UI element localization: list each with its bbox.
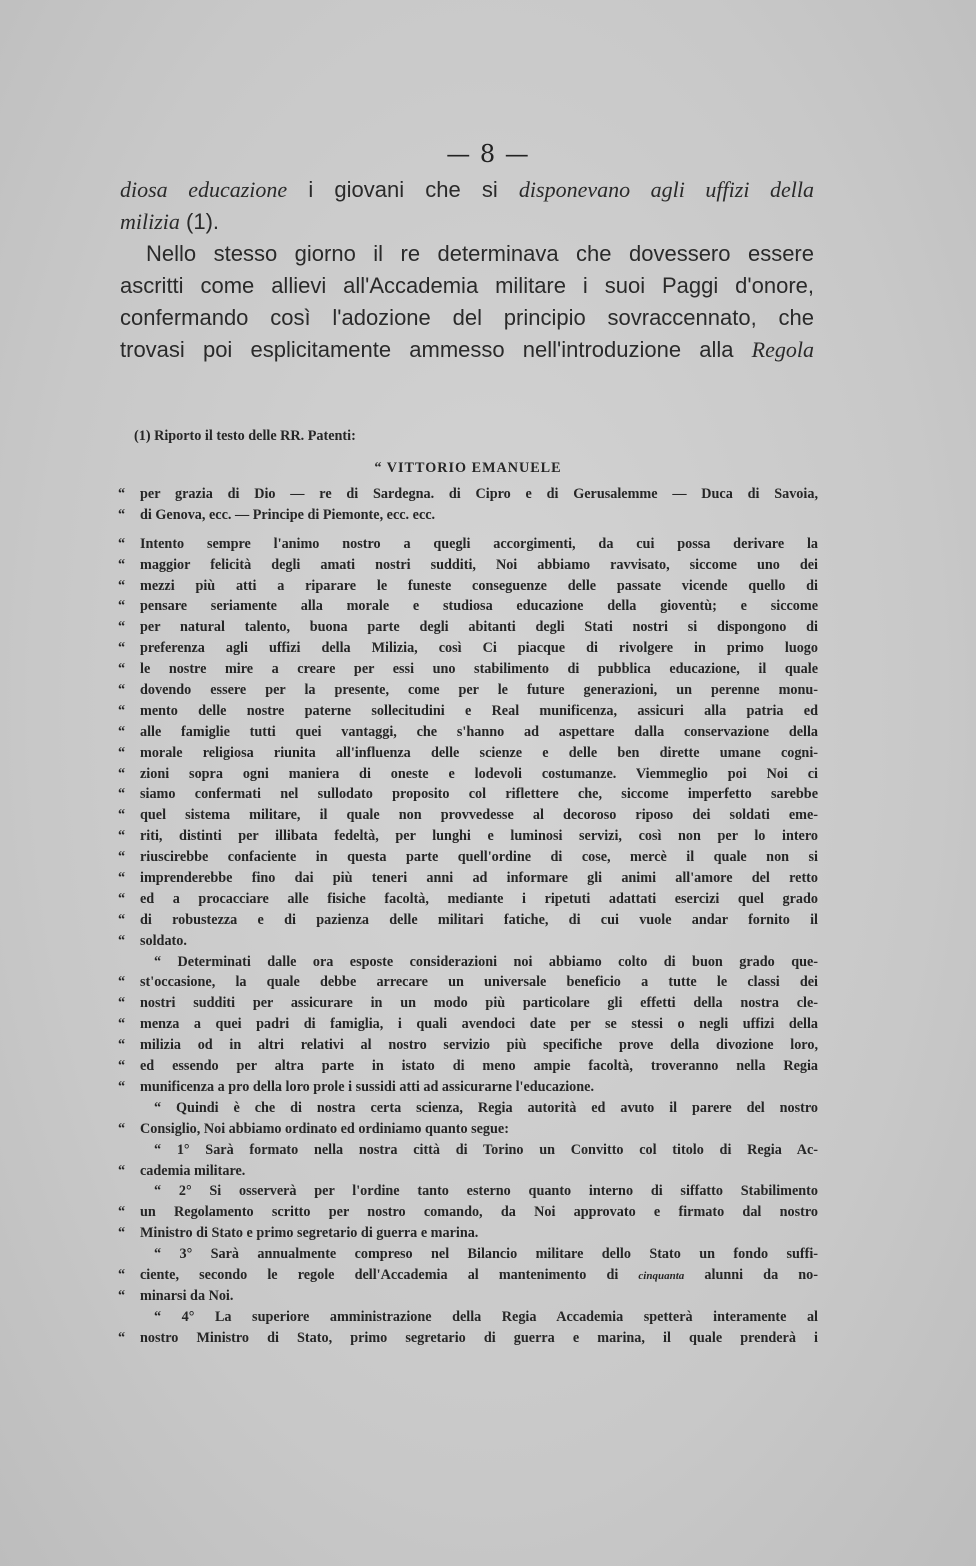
- footnote-text: st'occasione, la quale debbe arrecare un universale beneficio a tutte le classi dei: [140, 974, 818, 991]
- footnote-text: riti, distinti per illibata fedeltà, per lunghi e luminosi servizi, così non per lo intero: [140, 828, 818, 845]
- footnote-line: [118, 784, 818, 805]
- footnote-text: “ 4° La superiore amministrazione della Regia Accademia spetterà interamente al: [154, 1308, 818, 1325]
- footnote-line: [118, 576, 818, 597]
- footnote-text: zioni sopra ogni maniera di oneste e lodevoli costumanze. Viemmeglio poi Noi ci: [140, 765, 818, 782]
- footnote-line: [118, 1140, 818, 1161]
- quote-mark: “: [118, 1078, 126, 1095]
- footnote-line: [118, 617, 818, 638]
- text-line: confermando così l'adozione del principio sovraccennato, che: [120, 305, 814, 330]
- footnote-line: [118, 1035, 818, 1056]
- italic-phrase: disponevano agli uffizi della: [518, 177, 814, 202]
- footnote-line: [118, 910, 818, 931]
- footnote-line: [118, 868, 818, 889]
- footnote-text: mento delle nostre paterne sollecitudini e Real munificenza, assicuri alla patria ed: [140, 702, 818, 719]
- footnote-text: alle famiglie tutti quei vantaggi, che s'hanno ad aspettare dalla conservazione della: [140, 723, 818, 740]
- quote-mark: “: [118, 1266, 126, 1283]
- decree-heading: “ VITTORIO EMANUELE: [374, 460, 562, 476]
- quote-mark: “: [118, 765, 126, 782]
- footnote-text: imprenderebbe fino dai più teneri anni ad informare gli animi all'amore del retto: [140, 870, 818, 887]
- quote-mark: “: [118, 1204, 126, 1221]
- footnote-text: “ 2° Si osserverà per l'ordine tanto esterno quanto interno di siffatto Stabilimento: [154, 1183, 818, 1200]
- footnote-line: [118, 1202, 818, 1223]
- footnote-intro: (1) Riporto il testo delle RR. Patenti:: [134, 428, 356, 444]
- footnote-text: le nostre mire a creare per essi uno stabilimento di pubblica educazione, il quale: [140, 661, 818, 678]
- footnote-text: ciente, secondo le regole dell'Accademia al mantenimento di: [140, 1266, 639, 1283]
- footnote-text: cademia militare.: [140, 1162, 246, 1179]
- footnote-line: [118, 972, 818, 993]
- footnote-text: milizia od in altri relativi al nostro servizio più specifiche prove della divozione loro,: [140, 1037, 818, 1054]
- italic-word: cinquanta: [638, 1269, 685, 1282]
- quote-mark: “: [118, 702, 126, 719]
- quote-mark: “: [118, 486, 126, 502]
- footnote-text: “ Determinati dalle ora esposte considerazioni noi abbiamo colto di buon grado que-: [154, 953, 818, 970]
- quote-mark: “: [118, 744, 126, 761]
- quote-mark: “: [118, 723, 126, 740]
- quote-mark: “: [118, 849, 126, 866]
- quote-mark: “: [118, 619, 126, 636]
- footnote-line: [118, 505, 818, 526]
- footnote-line: [118, 1181, 818, 1202]
- footnote-line: [118, 805, 818, 826]
- quote-mark: “: [118, 1287, 126, 1304]
- footnote-text: per natural talento, buona parte degli abitanti degli Stati nostri si dispongono di: [140, 619, 818, 636]
- footnote-text: siamo confermati nel sullodato proposito col riflettere che, siccome imperfetto sarebbe: [140, 786, 818, 803]
- footnote: [118, 426, 818, 1349]
- footnote-text: menza a quei padri di famiglia, i quali avendoci date per se stessi o negli uffizi della: [140, 1016, 818, 1033]
- quote-mark: “: [118, 828, 126, 845]
- footnote-line: [118, 952, 818, 973]
- footnote-line: [118, 1307, 818, 1328]
- footnote-ref: (1).: [179, 209, 220, 234]
- footnote-line: [118, 1077, 818, 1098]
- footnote-line: [118, 1286, 818, 1307]
- text-run: trovasi poi esplicitamente ammesso nell'introduzione alla: [120, 337, 752, 362]
- footnote-text: preferenza agli uffizi della Milizia, così Ci piacque di rivolgere in primo luogo: [140, 640, 818, 657]
- quote-mark: “: [118, 682, 126, 699]
- text-line: Nello stesso giorno il re determinava che dovessero essere: [146, 241, 814, 266]
- footnote-text: di Genova, ecc. — Principe di Piemonte, ecc. ecc.: [140, 506, 436, 523]
- footnote-line: [118, 764, 818, 785]
- quote-mark: “: [118, 506, 126, 523]
- footnote-line: [118, 1098, 818, 1119]
- quote-mark: “: [118, 577, 126, 594]
- page-number: — 8 —: [446, 140, 530, 168]
- footnote-text: mezzi più atti a riparare le funeste conseguenze delle passate vicende quello di: [140, 577, 818, 594]
- quote-mark: “: [118, 786, 126, 803]
- quote-mark: “: [118, 932, 126, 949]
- footnote-text: maggior felicità degli amati nostri sudditi, Noi abbiamo ravvisato, siccome uno dei: [140, 556, 818, 573]
- footnote-text: morale religiosa riunita all'influenza delle scienze e delle ben dirette umane cogni-: [140, 744, 818, 761]
- footnote-text: nostri sudditi per assicurare in un modo più particolare gli effetti della nostra cle-: [140, 995, 818, 1012]
- footnote-text: minarsi da Noi.: [140, 1287, 234, 1304]
- footnote-line: [118, 889, 818, 910]
- quote-mark: “: [118, 890, 126, 907]
- footnote-line: [118, 847, 818, 868]
- footnote-line: [118, 555, 818, 576]
- text-line: ascritti come allievi all'Accademia militare i suoi Paggi d'onore,: [120, 273, 814, 298]
- footnote-text: soldato.: [140, 932, 187, 949]
- quote-mark: “: [118, 598, 126, 615]
- footnote-line: [118, 659, 818, 680]
- footnote-line: [118, 1223, 818, 1244]
- text-line: [120, 334, 814, 366]
- footnote-text: Consiglio, Noi abbiamo ordinato ed ordiniamo quanto segue:: [140, 1120, 509, 1137]
- quote-mark: “: [118, 1016, 126, 1033]
- footnote-line: [118, 931, 818, 952]
- footnote-line: [118, 596, 818, 617]
- footnote-text: quel sistema militare, il quale non provvedesse al decoroso riposo dei soldati eme-: [140, 807, 818, 824]
- quote-mark: “: [118, 535, 126, 552]
- footnote-line: [118, 1328, 818, 1349]
- footnote-text: Ministro di Stato e primo segretario di guerra e marina.: [140, 1225, 479, 1242]
- footnote-line: [118, 743, 818, 764]
- footnote-text: un Regolamento scritto per nostro comando, da Noi approvato e firmato dal nostro: [140, 1204, 818, 1221]
- footnote-line: [118, 701, 818, 722]
- footnote-text: nostro Ministro di Stato, primo segretario di guerra e marina, il quale prenderà i: [140, 1329, 818, 1346]
- italic-phrase: diosa educazione: [120, 177, 288, 202]
- italic-phrase: Regola: [751, 337, 814, 362]
- footnote-text: per grazia di Dio — re di Sardegna. di Cipro e di Gerusalemme — Duca di Savoia,: [140, 486, 818, 502]
- body-paragraph: [120, 174, 814, 366]
- quote-mark: “: [118, 995, 126, 1012]
- text-line: [120, 174, 814, 206]
- footnote-line: [118, 1244, 818, 1265]
- footnote-line: [118, 1161, 818, 1182]
- quote-mark: “: [118, 556, 126, 573]
- quote-mark: “: [118, 661, 126, 678]
- quote-mark: “: [118, 870, 126, 887]
- footnote-text: Intento sempre l'animo nostro a quegli accorgimenti, da cui possa derivare la: [140, 535, 818, 552]
- quote-mark: “: [118, 640, 126, 657]
- footnote-line: [118, 484, 818, 505]
- footnote-text: riuscirebbe confaciente in questa parte quell'ordine di cose, mercè il quale non si: [140, 849, 818, 866]
- quote-mark: “: [118, 1058, 126, 1075]
- footnote-line: [118, 993, 818, 1014]
- footnote-line: [118, 680, 818, 701]
- quote-mark: “: [118, 1120, 126, 1137]
- quote-mark: “: [118, 1329, 126, 1346]
- quote-mark: “: [118, 1225, 126, 1242]
- footnote-text: “ Quindi è che di nostra certa scienza, Regia autorità ed avuto il parere del nostro: [154, 1099, 818, 1116]
- text-run: i giovani che si: [287, 177, 519, 202]
- footnote-text: ed a procacciare alle fisiche facoltà, mediante i ripetuti adattati esercizi quel grado: [140, 890, 818, 907]
- quote-mark: “: [118, 974, 126, 991]
- footnote-text: dovendo essere per la presente, come per le future generazioni, un perenne monu-: [140, 682, 818, 699]
- footnote-line: [118, 534, 818, 555]
- italic-phrase: milizia: [120, 209, 180, 234]
- footnote-line: [118, 1056, 818, 1077]
- footnote-line: [118, 826, 818, 847]
- footnote-text: “ 1° Sarà formato nella nostra città di Torino un Convitto col titolo di Regia Ac-: [154, 1141, 818, 1158]
- quote-mark: “: [118, 807, 126, 824]
- text-line: [120, 206, 814, 238]
- footnote-gap: [118, 526, 818, 534]
- footnote-text: alunni da no-: [684, 1266, 818, 1283]
- footnote-line: [118, 1014, 818, 1035]
- footnote-text: ed essendo per altra parte in istato di meno ampie facoltà, troveranno nella Regia: [140, 1058, 818, 1075]
- footnote-text: di robustezza e di pazienza delle militari fatiche, di cui vuole andar fornito il: [140, 911, 818, 928]
- footnote-line: [118, 1119, 818, 1140]
- footnote-text: “ 3° Sarà annualmente compreso nel Bilancio militare dello Stato un fondo suffi-: [154, 1246, 818, 1263]
- footnote-text: munificenza a pro della loro prole i sussidi atti ad assicurarne l'educazione.: [140, 1078, 595, 1095]
- footnote-line: [118, 722, 818, 743]
- footnote-line: [118, 1265, 818, 1286]
- quote-mark: “: [118, 1037, 126, 1054]
- footnote-text: pensare seriamente alla morale e studiosa educazione della gioventù; e siccome: [140, 598, 818, 615]
- quote-mark: “: [118, 911, 126, 928]
- footnote-line: [118, 638, 818, 659]
- quote-mark: “: [118, 1162, 126, 1179]
